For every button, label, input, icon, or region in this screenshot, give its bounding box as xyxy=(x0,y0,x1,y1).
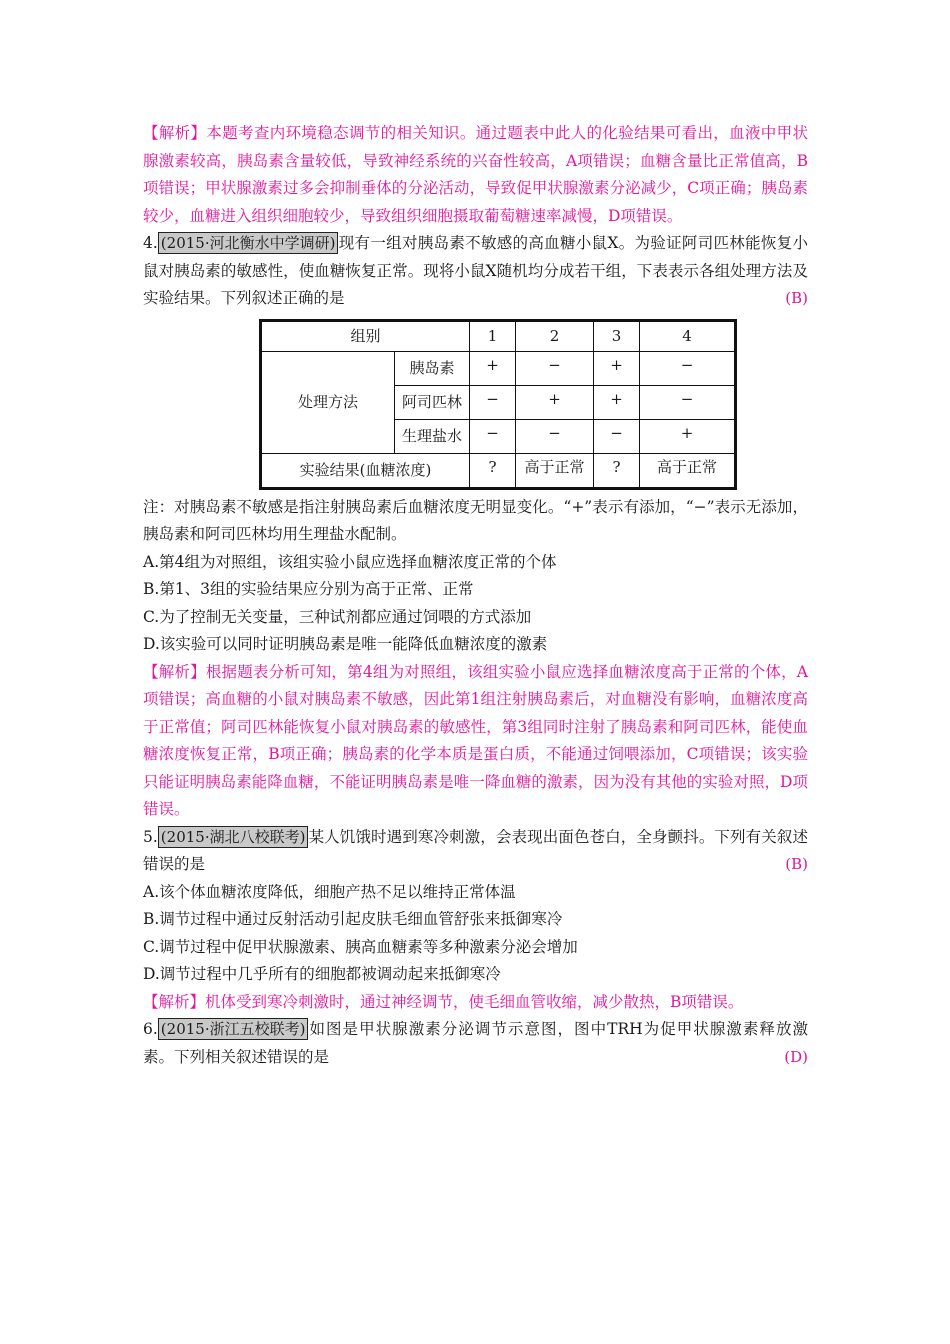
answer-label: (D) xyxy=(784,1047,808,1066)
table-cell: + xyxy=(594,385,640,419)
result-label-cell: 实验结果(血糖浓度) xyxy=(261,453,470,488)
table-cell: + xyxy=(470,351,516,385)
option-b: B.第1、3组的实验结果应分别为高于正常、正常 xyxy=(143,580,474,598)
analysis-text: 机体受到寒冷刺激时，通过神经调节，使毛细血管收缩，减少散热，B项错误。 xyxy=(205,992,744,1011)
treatment-label-cell: 处理方法 xyxy=(261,351,395,453)
answer-label: (B) xyxy=(785,289,808,307)
table-cell: − xyxy=(516,351,594,385)
table-cell: − xyxy=(470,419,516,453)
analysis-q4 xyxy=(143,659,808,824)
row-name: 阿司匹林 xyxy=(395,385,470,419)
result-cell: ? xyxy=(470,453,516,488)
header-group-cell: 组别 xyxy=(261,320,470,351)
result-cell: 高于正常 xyxy=(640,453,736,488)
table-cell: − xyxy=(470,385,516,419)
group-header-4: 4 xyxy=(640,320,736,351)
table-note: 注：对胰岛素不敏感是指注射胰岛素后血糖浓度无明显变化。“+”表示有添加，“−”表示无添加，胰岛素和阿司匹林均用生理盐水配制。 xyxy=(143,497,808,543)
option-d: D.调节过程中几乎所有的细胞都被调动起来抵御寒冷 xyxy=(143,965,501,983)
table-cell: − xyxy=(640,385,736,419)
option-d: D.该实验可以同时证明胰岛素是唯一能降低血糖浓度的激素 xyxy=(143,635,548,653)
analysis-tag: 【解析】 xyxy=(143,992,206,1011)
analysis-q3 xyxy=(143,120,808,230)
table-cell: − xyxy=(516,419,594,453)
option-a: A.第4组为对照组，该组实验小鼠应选择血糖浓度正常的个体 xyxy=(143,552,557,571)
question-stem-text: 某人饥饿时遇到寒冷刺激，会表现出面色苍白，全身颤抖。下列有关叙述错误的是 xyxy=(143,827,808,873)
question-source: (2015·湖北八校联考) xyxy=(158,826,309,848)
table-cell: + xyxy=(594,351,640,385)
question-source: (2015·河北衡水中学调研) xyxy=(158,232,339,254)
table-cell: + xyxy=(516,385,594,419)
table-cell: − xyxy=(594,419,640,453)
document-page xyxy=(143,120,808,1071)
table-result-row xyxy=(261,453,736,488)
question-6-stem xyxy=(143,1016,808,1071)
answer-label: (B) xyxy=(785,855,808,873)
question-number: 4. xyxy=(143,234,158,252)
question-4 xyxy=(143,230,808,824)
question-5-stem xyxy=(143,824,808,879)
question-6 xyxy=(143,1016,808,1071)
option-c: C.调节过程中促甲状腺激素、胰高血糖素等多种激素分泌会增加 xyxy=(143,937,578,956)
question-4-stem xyxy=(143,230,808,313)
analysis-q5 xyxy=(143,989,808,1017)
question-stem-text: 如图是甲状腺激素分泌调节示意图，图中TRH为促甲状腺激素释放激素。下列相关叙述错误的是 xyxy=(143,1020,808,1066)
analysis-text: 根据题表分析可知，第4组为对照组，该组实验小鼠应选择血糖浓度高于正常的个体，A项错误；高血糖的小鼠对胰岛素不敏感，因此第1组注射胰岛素后，对血糖没有影响，血糖浓度高于正常值；阿司匹林能恢复小鼠对胰岛素的敏感性，第3组同时注射了胰岛素和阿司匹林，能使血糖浓度恢复正常，B项正确；胰岛素的化学本质是蛋白质，不能通过饲喂添加，C项错误；该实验只能证明胰岛素能降血糖，不能证明胰岛素是唯一降血糖的激素，因为没有其他的实验对照，D项错误。 xyxy=(143,662,808,818)
group-header-3: 3 xyxy=(594,320,640,351)
question-stem-text: 现有一组对胰岛素不敏感的高血糖小鼠X。为验证阿司匹林能恢复小鼠对胰岛素的敏感性，使血糖恢复正常。现将小鼠X随机均分成若干组，下表表示各组处理方法及实验结果。下列叙述正确的是 xyxy=(143,234,808,307)
option-c: C.为了控制无关变量，三种试剂都应通过饲喂的方式添加 xyxy=(143,607,532,626)
question-number: 6. xyxy=(143,1020,158,1038)
row-name: 生理盐水 xyxy=(395,419,470,453)
analysis-tag: 【解析】 xyxy=(143,662,206,681)
row-name: 胰岛素 xyxy=(395,351,470,385)
question-source: (2015·浙江五校联考) xyxy=(158,1018,309,1040)
analysis-text: 本题考查内环境稳态调节的相关知识。通过题表中此人的化验结果可看出，血液中甲状腺激素较高，胰岛素含量较低，导致神经系统的兴奋性较高，A项错误；血糖含量比正常值高，B项错误；甲状腺激素过多会抑制垂体的分泌活动，导致促甲状腺激素分泌减少，C项正确；胰岛素较少，血糖进入组织细胞较少，导致组织细胞摄取葡萄糖速率减慢，D项错误。 xyxy=(143,124,808,225)
option-a: A.该个体血糖浓度降低，细胞产热不足以维持正常体温 xyxy=(143,882,516,901)
question-5 xyxy=(143,824,808,1017)
question-number: 5. xyxy=(143,827,158,846)
analysis-tag: 【解析】 xyxy=(143,124,207,142)
table-header-row xyxy=(261,320,736,351)
table-row xyxy=(261,351,736,385)
result-cell: ? xyxy=(594,453,640,488)
table-cell: − xyxy=(640,351,736,385)
experiment-table xyxy=(259,319,737,490)
option-b: B.调节过程中通过反射活动引起皮肤毛细血管舒张来抵御寒冷 xyxy=(143,910,563,928)
result-cell: 高于正常 xyxy=(516,453,594,488)
group-header-2: 2 xyxy=(516,320,594,351)
group-header-1: 1 xyxy=(470,320,516,351)
table-cell: + xyxy=(640,419,736,453)
